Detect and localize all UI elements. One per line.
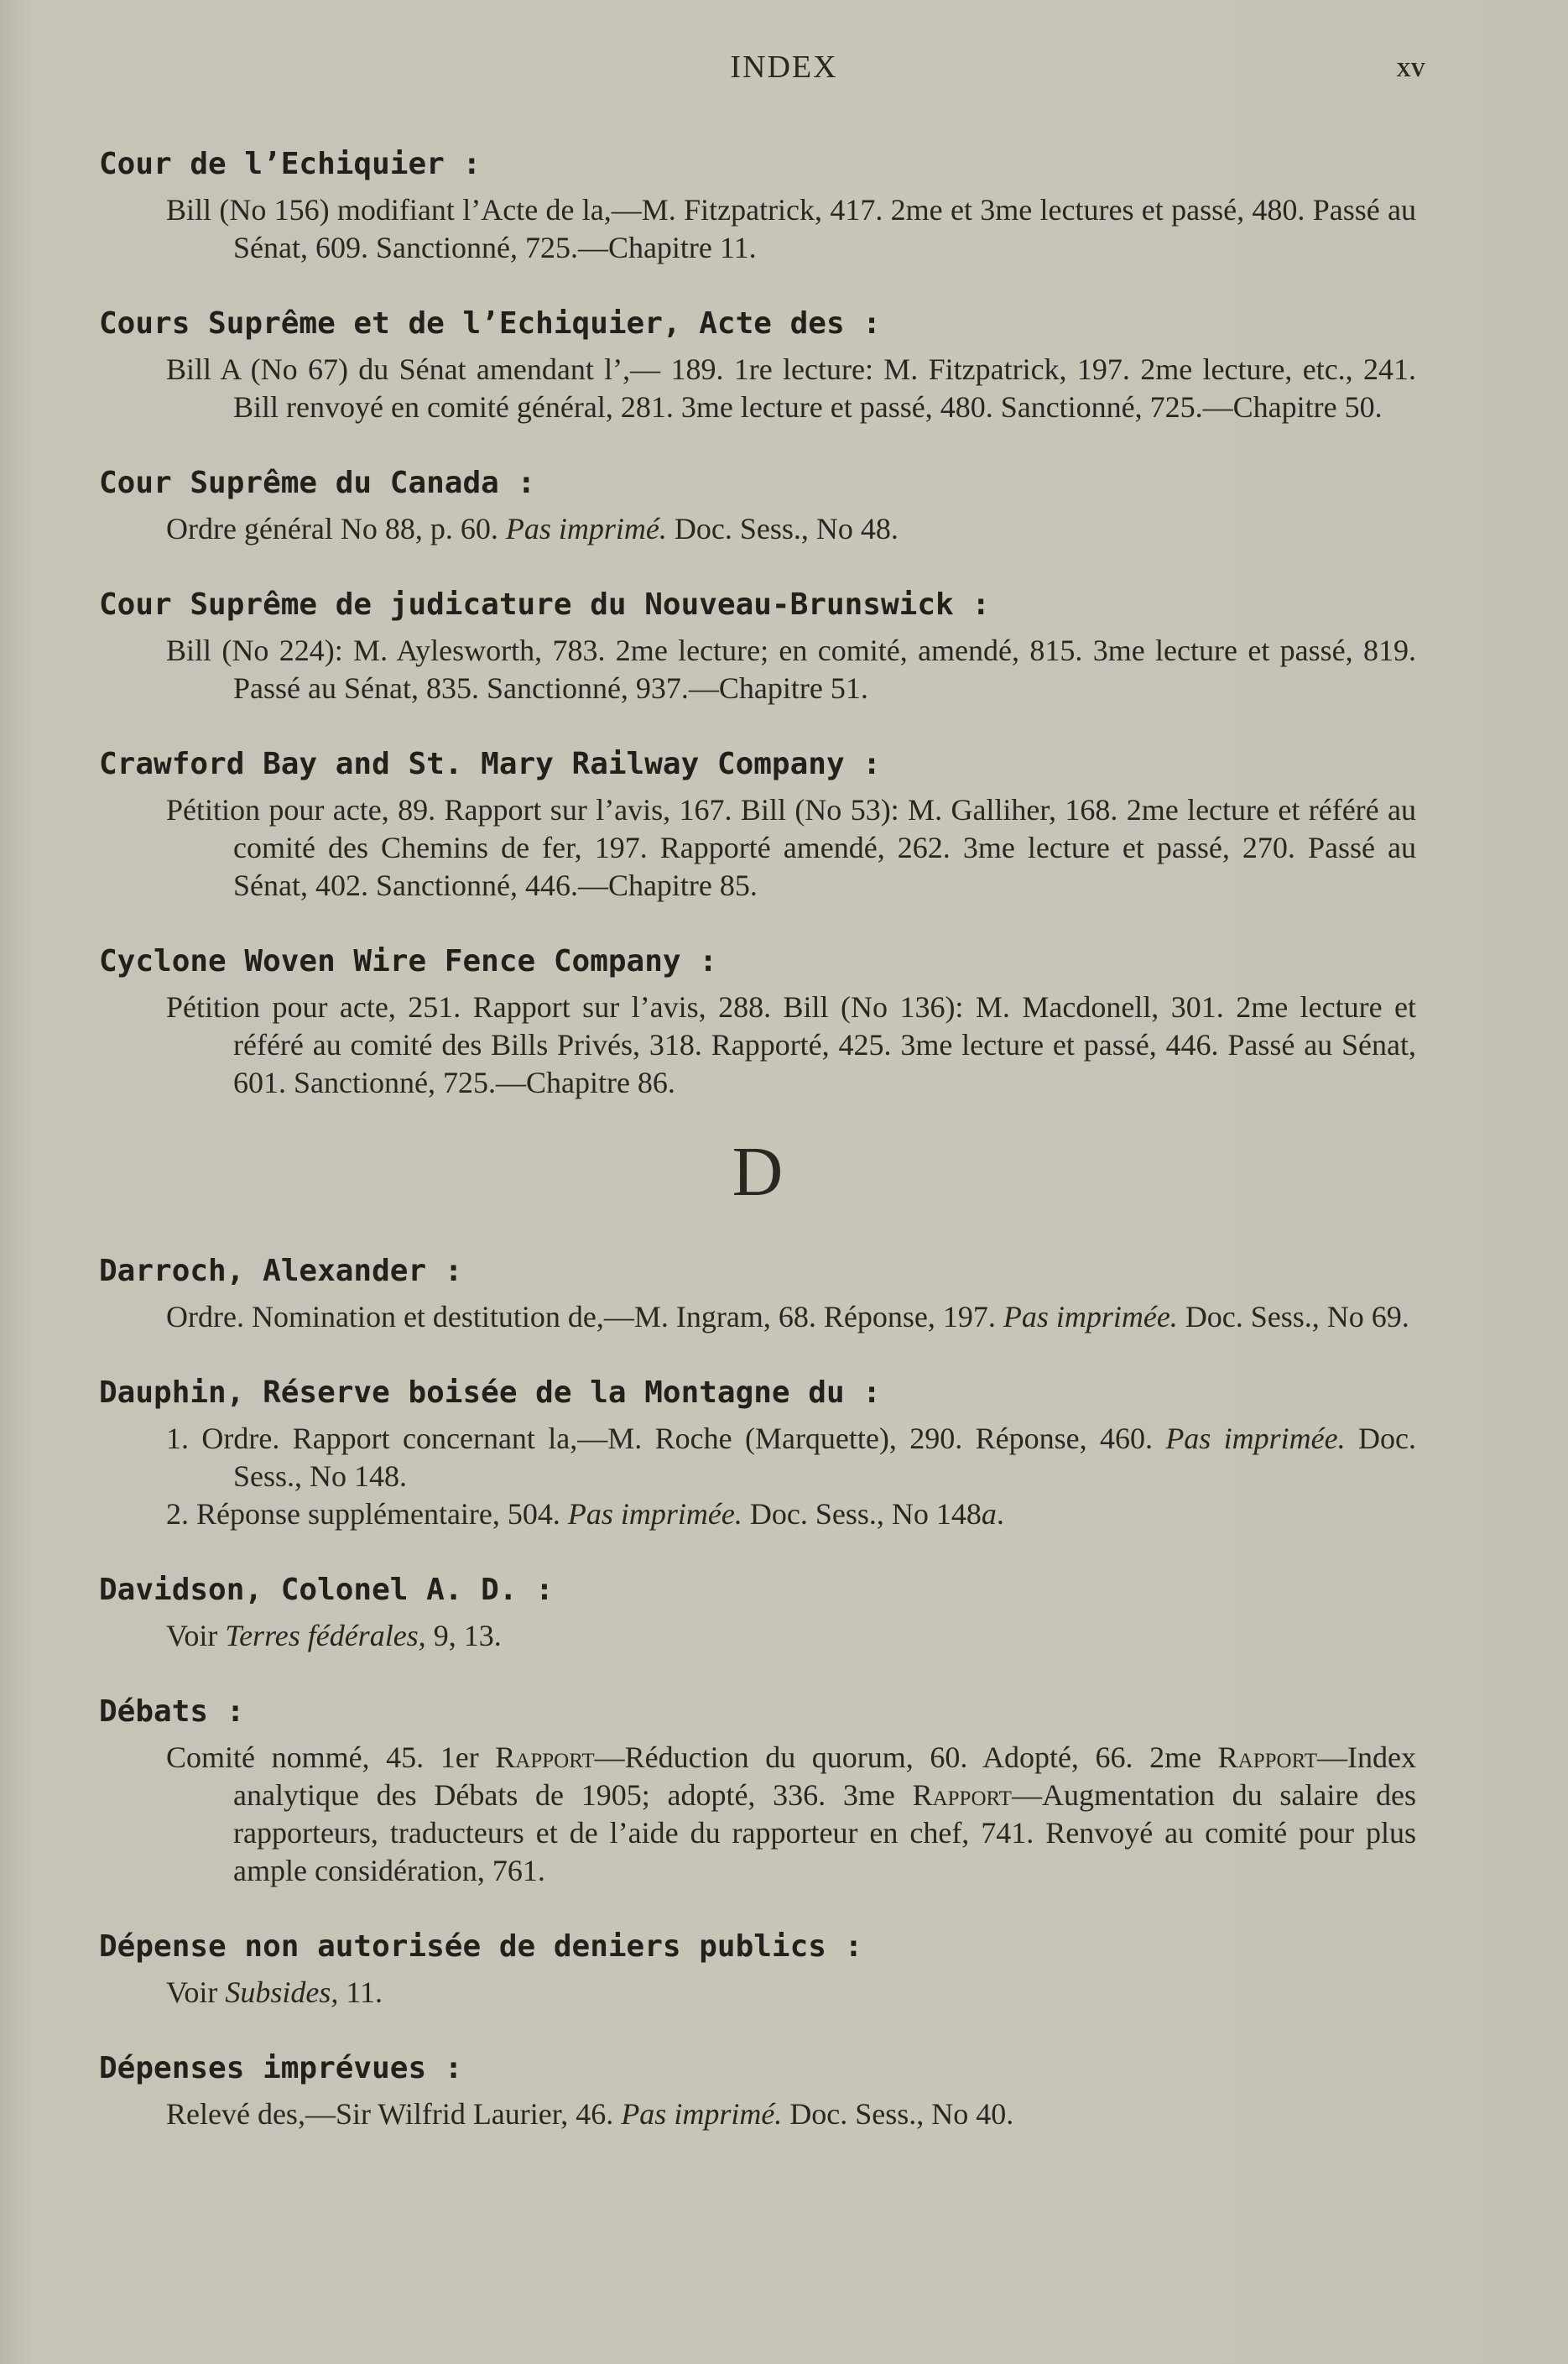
text-segment: Doc. Sess., No 148 xyxy=(742,1497,982,1531)
text-segment: Doc. Sess., No 148. xyxy=(233,1422,1416,1493)
index-entry xyxy=(99,942,1416,1102)
italic-text: Pas imprimée. xyxy=(567,1497,742,1531)
page-number: xv xyxy=(1396,52,1425,83)
index-entry xyxy=(99,463,1416,548)
entry-text xyxy=(166,1298,1416,1336)
italic-text: Subsides, xyxy=(225,1975,339,2009)
entry-heading: Cour Suprême de judicature du Nouveau-Brunswick : xyxy=(99,587,991,622)
italic-text: Pas imprimée. xyxy=(1003,1300,1178,1333)
index-content xyxy=(99,144,1416,2170)
entry-heading: Dauphin, Réserve boisée de la Montagne du : xyxy=(99,1375,881,1410)
index-entries-c xyxy=(99,144,1416,1102)
entry-text xyxy=(166,1617,1416,1655)
text-segment: Voir xyxy=(166,1975,226,2009)
text-segment: Doc. Sess., No 40. xyxy=(782,2097,1014,2131)
text-segment: Relevé des,—Sir Wilfrid Laurier, 46. xyxy=(166,2097,622,2131)
italic-text: Pas imprimée. xyxy=(1165,1422,1346,1455)
text-segment: Bill (No 156) modifiant l’Acte de la,—M. Fitzpatrick, 417. 2me et 3me lectures et passé, 480. Passé au Sénat, 609. Sanctionné, 725.—Chapitre 11. xyxy=(166,193,1416,264)
text-segment: 11. xyxy=(338,1975,383,2009)
small-caps-text: Rapport xyxy=(1217,1740,1318,1774)
index-entries-d xyxy=(99,1251,1416,2133)
index-entry xyxy=(99,304,1416,426)
entry-heading: Cyclone Woven Wire Fence Company : xyxy=(99,944,717,978)
text-segment: Ordre. Nomination et destitution de,—M. Ingram, 68. Réponse, 197. xyxy=(166,1300,1003,1333)
index-entry xyxy=(99,1927,1416,2012)
entry-heading: Cour de l’Echiquier : xyxy=(99,147,482,181)
text-segment: —Réduction du quorum, 60. Adopté, 66. 2me xyxy=(594,1740,1218,1774)
entry-text xyxy=(166,510,1416,548)
index-entry xyxy=(99,1692,1416,1890)
index-entry xyxy=(99,1570,1416,1655)
index-entry xyxy=(99,1251,1416,1336)
text-segment: Bill (No 224): M. Aylesworth, 783. 2me lecture; en comité, amendé, 815. 3me lecture et passé, 819. Passé au Sénat, 835. Sanctionné, 937.—Chapitre 51. xyxy=(166,634,1416,705)
small-caps-text: Rapport xyxy=(495,1740,595,1774)
index-entry xyxy=(99,744,1416,905)
italic-text: Pas imprimé. xyxy=(621,2097,783,2131)
text-segment: Ordre général No 88, p. 60. xyxy=(166,512,506,545)
text-segment: Pétition pour acte, 89. Rapport sur l’avis, 167. Bill (No 53): M. Galliher, 168. 2me lecture et référé au comité des Chemins de fer, 197. Rapporté amendé, 262. 3me lecture et passé, 270. Passé au Sénat, 402. Sanctionné, 446.—Chapitre 85. xyxy=(166,793,1416,902)
index-entry xyxy=(99,2048,1416,2133)
entry-text xyxy=(166,989,1416,1102)
italic-text: Pas imprimé. xyxy=(505,512,667,545)
entry-text xyxy=(166,1974,1416,2012)
text-segment: Bill A (No 67) du Sénat amendant l’,— 189. 1re lecture: M. Fitzpatrick, 197. 2me lecture, etc., 241. Bill renvoyé en comité général, 281. 3me lecture et passé, 480. Sanctionné, 725.—Chapitre 50. xyxy=(166,352,1416,424)
index-entry xyxy=(99,1373,1416,1533)
running-title: INDEX xyxy=(730,50,838,85)
text-segment: 2. Réponse supplémentaire, 504. xyxy=(166,1497,568,1531)
entry-heading: Dépenses imprévues : xyxy=(99,2051,463,2085)
index-entry xyxy=(99,144,1416,267)
italic-text: Terres fédérales, xyxy=(225,1619,426,1652)
small-caps-text: Rapport xyxy=(912,1778,1012,1812)
text-segment: Voir xyxy=(166,1619,226,1652)
entry-heading: Cours Suprême et de l’Echiquier, Acte des : xyxy=(99,306,881,341)
section-letter: D xyxy=(732,1133,784,1211)
entry-text xyxy=(166,2095,1416,2133)
text-segment: Comité nommé, 45. 1er xyxy=(166,1740,496,1774)
entry-text xyxy=(166,791,1416,905)
text-segment: 9, 13. xyxy=(425,1619,502,1652)
entry-text xyxy=(166,632,1416,707)
entry-text xyxy=(166,1739,1416,1890)
text-segment: Doc. Sess., No 69. xyxy=(1177,1300,1409,1333)
index-entry xyxy=(99,585,1416,707)
italic-text: a xyxy=(981,1497,997,1531)
entry-heading: Dépense non autorisée de deniers publics : xyxy=(99,1929,863,1964)
text-segment: Doc. Sess., No 48. xyxy=(666,512,899,545)
entry-text xyxy=(166,1495,1416,1533)
text-segment: —Index analytique des Débats de 1905; adopté, 336. 3me xyxy=(233,1740,1417,1812)
page-header xyxy=(0,49,1568,91)
text-segment: 1. Ordre. Rapport concernant la,—M. Roche (Marquette), 290. Réponse, 460. xyxy=(166,1422,1166,1455)
entry-text xyxy=(166,351,1416,426)
entry-heading: Crawford Bay and St. Mary Railway Company : xyxy=(99,747,881,781)
entry-heading: Davidson, Colonel A. D. : xyxy=(99,1573,554,1607)
text-segment: —Augmentation du salaire des rapporteurs, traducteurs et de l’aide du rapporteur en chef, 741. Renvoyé au comité pour plus ample considération, 761. xyxy=(233,1778,1416,1887)
text-segment: . xyxy=(996,1497,1004,1531)
text-segment: Pétition pour acte, 251. Rapport sur l’avis, 288. Bill (No 136): M. Macdonell, 301. 2me lecture et référé au comité des Bills Privés, 318. Rapporté, 425. 3me lecture et passé, 446. Passé au Sénat, 601. Sanctionné, 725.—Chapitre 86. xyxy=(166,990,1416,1099)
entry-text xyxy=(166,1420,1416,1495)
entry-text xyxy=(166,191,1416,267)
entry-heading: Cour Suprême du Canada : xyxy=(99,466,536,500)
entry-heading: Darroch, Alexander : xyxy=(99,1254,463,1288)
entry-heading: Débats : xyxy=(99,1694,245,1729)
